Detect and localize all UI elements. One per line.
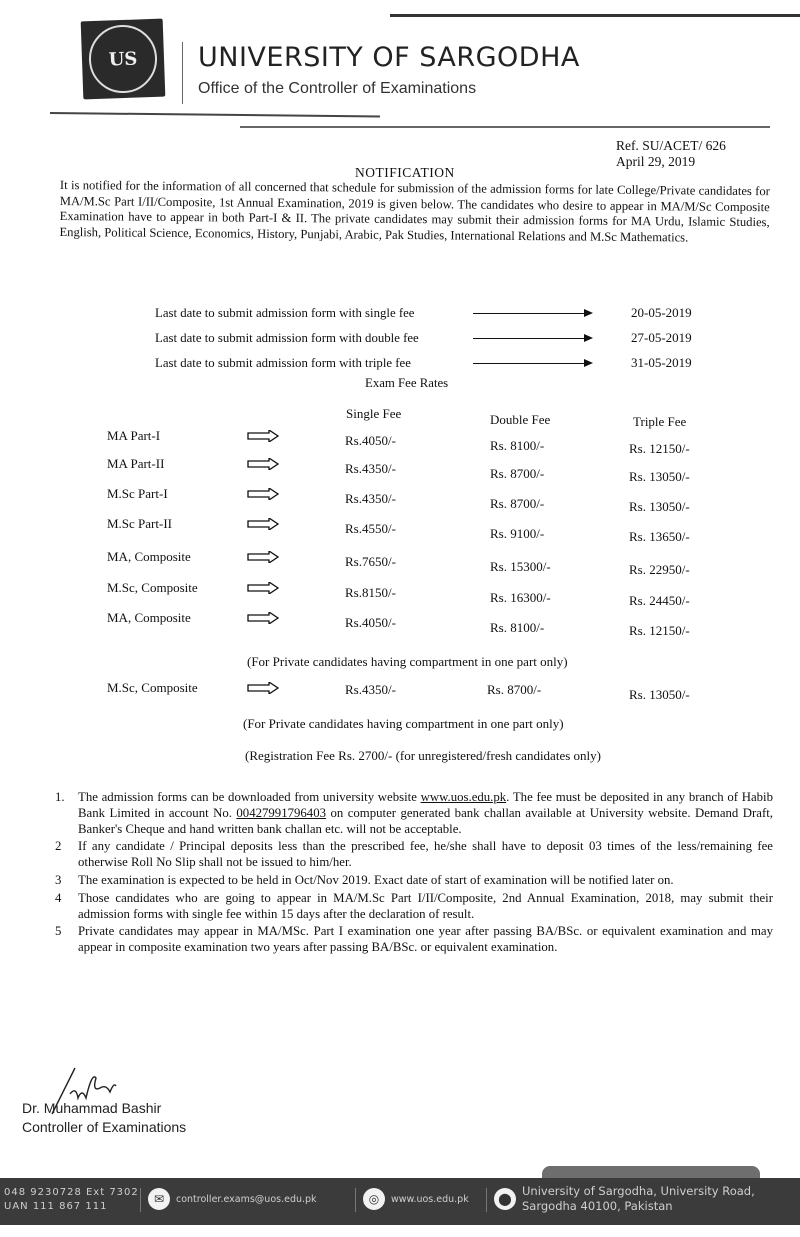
- header-top-rule: [390, 14, 800, 17]
- deadline-date: 31-05-2019: [631, 355, 692, 370]
- double-fee: Rs. 15300/-: [490, 559, 551, 574]
- double-fee: Rs. 8700/-: [490, 496, 545, 511]
- double-fee: Rs. 8100/-: [490, 438, 545, 453]
- signatory-designation: Controller of Examinations: [22, 1119, 187, 1135]
- footer-separator: [355, 1188, 356, 1212]
- header-divider: [182, 42, 183, 104]
- email-icon: ✉: [148, 1188, 170, 1210]
- footer-separator: [140, 1188, 141, 1212]
- account-number: 00427991796403: [236, 805, 326, 820]
- footer-email[interactable]: controller.exams@uos.edu.pk: [176, 1194, 317, 1205]
- address-line-2: Sargodha 40100, Pakistan: [522, 1199, 673, 1213]
- instruction-number: 3: [55, 872, 62, 887]
- location-pin-icon: ⬤: [494, 1188, 516, 1210]
- double-arrow-icon: [247, 430, 279, 442]
- program-name: MA Part-II: [107, 456, 165, 471]
- fee-table-row: [107, 610, 727, 638]
- triple-fee: Rs. 13050/-: [629, 469, 690, 484]
- double-fee: Rs. 8700/-: [490, 466, 545, 481]
- fee-table-row: [107, 516, 727, 544]
- footer-website[interactable]: www.uos.edu.pk: [391, 1194, 469, 1205]
- compartment-note: (For Private candidates having compartment in one part only): [243, 716, 564, 731]
- single-fee: Rs.4350/-: [345, 461, 396, 476]
- logo-emblem-icon: [88, 24, 158, 94]
- instruction-text: Those candidates who are going to appear in MA/M.Sc Part I/II/Composite, 2nd Annual Examination, 2018, may submit their admission forms with single fee within 15 days after the declaration of result.: [78, 890, 773, 921]
- instruction-number: 1.: [55, 790, 65, 804]
- program-name: M.Sc, Composite: [107, 580, 198, 595]
- single-fee: Rs.7650/-: [345, 554, 396, 569]
- header-triple-fee: Triple Fee: [633, 414, 687, 429]
- signatory-name: Dr. Muhammad Bashir: [22, 1100, 162, 1116]
- instruction-item: [55, 839, 773, 871]
- program-name: M.Sc Part-II: [107, 516, 172, 531]
- triple-fee: Rs. 24450/-: [629, 593, 690, 608]
- double-arrow-icon: [247, 551, 279, 563]
- instruction-item: [55, 924, 773, 956]
- fee-table-row: [107, 680, 727, 700]
- instruction-number: 5: [55, 924, 62, 939]
- registration-fee-note: (Registration Fee Rs. 2700/- (for unregistered/fresh candidates only): [245, 748, 601, 763]
- double-fee: Rs. 8100/-: [490, 620, 545, 635]
- program-name: M.Sc, Composite: [107, 680, 198, 695]
- double-fee: Rs. 16300/-: [490, 590, 551, 605]
- instruction-number: 2: [55, 839, 62, 854]
- fee-table-row: [107, 428, 727, 456]
- fee-table-row: [107, 486, 727, 514]
- footer-phone: [4, 1186, 139, 1214]
- double-arrow-icon: [247, 488, 279, 500]
- single-fee: Rs.4050/-: [345, 615, 396, 630]
- university-logo: [81, 19, 166, 100]
- double-arrow-icon: [247, 612, 279, 624]
- triple-fee: Rs. 13650/-: [629, 529, 690, 544]
- logo-text: US: [108, 48, 138, 70]
- reference-block: [616, 138, 726, 170]
- notification-intro: It is notified for the information of all concerned that schedule for submission of the admission forms for late College/Private candidates for MA/M.Sc Part I/II/Composite, 1st Annual Examination, 2019 is given below. The candidates who desire to appear in MA/M/Sc Composite Examination have to appear in both Part-I & II. The private candidates may submit their admission forms for MA Urdu, Islamic Studies, English, Political Science, Economics, History, Punjabi, Arabic, Pak Studies, International Relations and M.Sc Mathematics.: [59, 178, 770, 245]
- header-single-fee: Single Fee: [346, 406, 402, 421]
- double-arrow-icon: [247, 458, 279, 470]
- program-name: MA Part-I: [107, 428, 161, 443]
- globe-icon: ◎: [363, 1188, 385, 1210]
- instruction-item: [55, 873, 773, 889]
- single-fee: Rs.4350/-: [345, 682, 396, 697]
- fee-table-row: [107, 456, 727, 484]
- double-arrow-icon: [247, 682, 279, 694]
- program-name: MA, Composite: [107, 549, 191, 564]
- double-arrow-icon: [247, 582, 279, 594]
- right-arrow-icon: [473, 333, 593, 343]
- instruction-item: [55, 790, 773, 837]
- deadline-row: [155, 355, 715, 371]
- footer-separator: [486, 1188, 487, 1212]
- instruction-item: [55, 891, 773, 923]
- address-line-1: University of Sargodha, University Road,: [522, 1184, 755, 1198]
- fee-table-row: [107, 549, 727, 577]
- triple-fee: Rs. 22950/-: [629, 562, 690, 577]
- header-rule-right: [240, 126, 770, 128]
- deadline-date: 27-05-2019: [631, 330, 692, 345]
- reference-number: Ref. SU/ACET/ 626: [616, 138, 726, 153]
- instruction-text: Private candidates may appear in MA/MSc. Part I examination one year after passing BA/BSc. or equivalent examination and may appear in composite examination two years after passing BA/BSc. or equivalent examination.: [78, 924, 773, 955]
- right-arrow-icon: [473, 308, 593, 318]
- office-name: Office of the Controller of Examinations: [198, 80, 477, 97]
- deadline-label: Last date to submit admission form with triple fee: [155, 355, 411, 370]
- double-fee: Rs. 9100/-: [490, 526, 545, 541]
- deadline-label: Last date to submit admission form with single fee: [155, 305, 415, 320]
- triple-fee: Rs. 12150/-: [629, 623, 690, 638]
- signatory: [22, 1099, 186, 1137]
- instruction-text: The admission forms can be downloaded from university website www.uos.edu.pk. The fee must be deposited in any branch of Habib Bank Limited in account No. 00427991796403 on computer generated bank challan available at University website. Demand Draft, Banker's Cheque and hand written bank challan etc. will not be acceptable.: [78, 790, 773, 836]
- triple-fee: Rs. 13050/-: [629, 499, 690, 514]
- single-fee: Rs.4050/-: [345, 433, 396, 448]
- program-name: MA, Composite: [107, 610, 191, 625]
- instruction-text: If any candidate / Principal deposits less than the prescribed fee, he/she shall have to deposit 03 times of the less/remaining fee otherwise Roll No Slip shall not be issued to him/her.: [78, 839, 773, 870]
- phone-number: 048 9230728 Ext 7302: [4, 1187, 139, 1198]
- deadline-row: [155, 305, 715, 321]
- website-link[interactable]: www.uos.edu.pk: [420, 790, 507, 804]
- header-rule-left: [50, 112, 380, 117]
- footer-address: [522, 1184, 755, 1214]
- double-arrow-icon: [247, 518, 279, 530]
- reference-date: April 29, 2019: [616, 154, 696, 169]
- triple-fee: Rs. 13050/-: [629, 687, 690, 702]
- notification-title: NOTIFICATION: [355, 165, 455, 180]
- triple-fee: Rs. 12150/-: [629, 441, 690, 456]
- footer-bar: [0, 1178, 800, 1225]
- right-arrow-icon: [473, 358, 593, 368]
- deadline-row: [155, 330, 715, 346]
- program-name: M.Sc Part-I: [107, 486, 168, 501]
- fee-table-title: Exam Fee Rates: [365, 376, 449, 390]
- single-fee: Rs.4550/-: [345, 521, 396, 536]
- single-fee: Rs.8150/-: [345, 585, 396, 600]
- deadline-label: Last date to submit admission form with double fee: [155, 330, 419, 345]
- double-fee: Rs. 8700/-: [487, 682, 542, 697]
- deadline-date: 20-05-2019: [631, 305, 692, 320]
- instructions-list: [55, 790, 773, 958]
- university-name: UNIVERSITY OF SARGODHA: [198, 42, 580, 73]
- instruction-number: 4: [55, 890, 62, 905]
- single-fee: Rs.4350/-: [345, 491, 396, 506]
- fee-table-row: [107, 580, 727, 608]
- instruction-text: The examination is expected to be held in Oct/Nov 2019. Exact date of start of examination will be notified later on.: [78, 872, 674, 887]
- header-double-fee: Double Fee: [490, 412, 551, 427]
- compartment-note: (For Private candidates having compartment in one part only): [247, 654, 568, 669]
- uan-number: UAN 111 867 111: [4, 1201, 108, 1212]
